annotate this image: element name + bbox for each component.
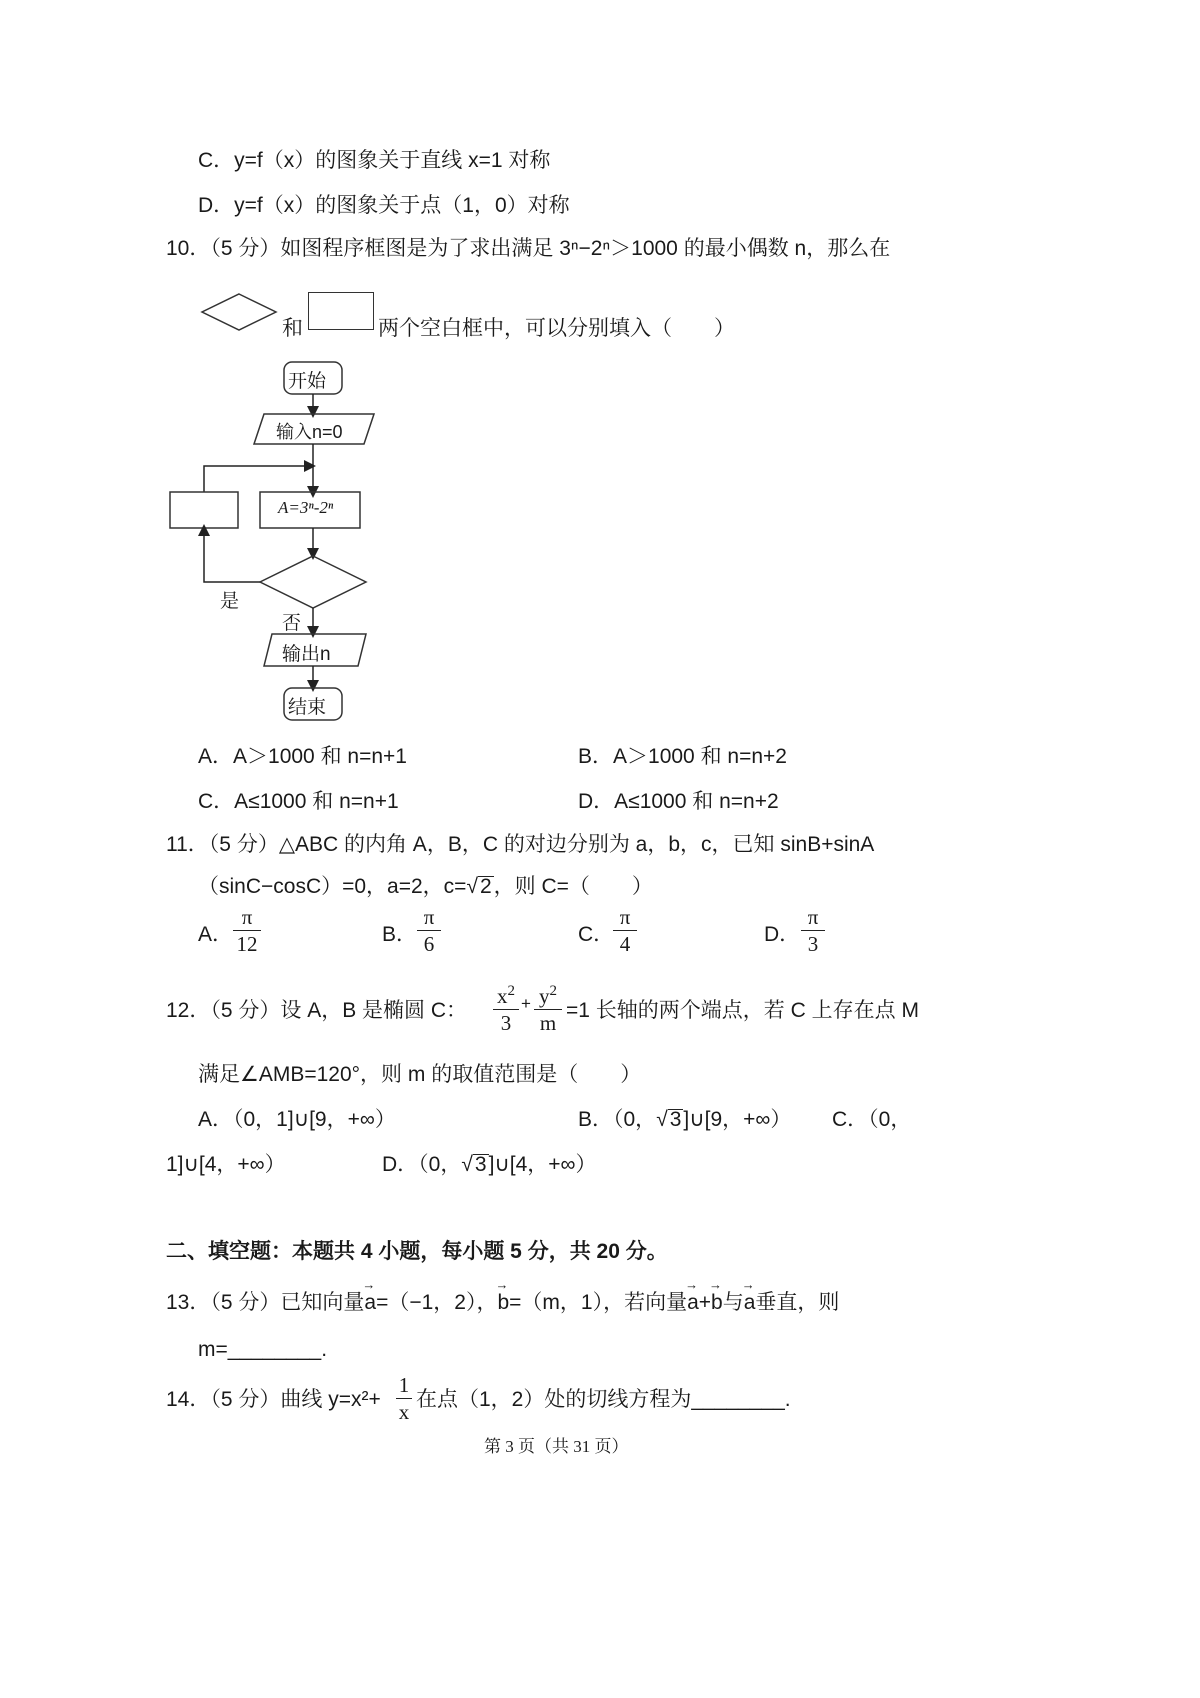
q11-option-d-label: D．	[764, 923, 801, 946]
q12-option-c-start: C．（0，	[832, 1108, 912, 1131]
flow-yes-label: 是	[220, 591, 240, 612]
q12-stem-line2: 满足∠AMB=120°，则 m 的取值范围是（ ）	[198, 1063, 642, 1086]
frac-den: 3	[500, 1011, 512, 1035]
q12-plus-sign: +	[521, 994, 531, 1013]
frac-den: 6	[423, 932, 435, 956]
q14-stem-post: 在点（1，2）处的切线方程为________.	[416, 1388, 791, 1411]
section-2-heading: 二、填空题：本题共 4 小题，每小题 5 分，共 20 分。	[166, 1240, 668, 1263]
frac-num: x	[497, 984, 508, 1008]
vector-a: → a	[687, 1291, 699, 1315]
q12-fraction-x2-over-3	[492, 978, 520, 1036]
q10-stem-line1: 10．（5 分）如图程序框图是为了求出满足 3ⁿ−2ⁿ＞1000 的最小偶数 n，那么在	[166, 237, 891, 260]
frac-num: π	[807, 905, 819, 929]
q13-text-1: 13．（5 分）已知向量	[166, 1291, 365, 1314]
sqrt-symbol-icon: √	[461, 1153, 473, 1176]
flow-input-label: 输入n=0	[276, 422, 343, 442]
frac-exp: 2	[549, 983, 557, 999]
flow-assign-label: A=3ⁿ-2ⁿ	[278, 498, 334, 517]
q13-text-3: =（m，1），若向量	[509, 1291, 688, 1314]
q14-stem-pre: 14．（5 分）曲线 y=x²+	[166, 1388, 381, 1411]
q12-option-d-radicand: 3	[474, 1153, 487, 1176]
q11-stem-line2	[198, 870, 653, 900]
q11-option-a-fraction	[232, 904, 262, 957]
q13-text-2: =（−1，2），	[376, 1291, 498, 1314]
frac-exp: 2	[507, 983, 515, 999]
frac-den: 4	[619, 932, 631, 956]
q11-sqrt-radicand: 2	[479, 875, 492, 898]
q13-stem-line2: m=________.	[198, 1338, 328, 1361]
q12-option-b-pre: B．（0，	[578, 1108, 657, 1131]
flow-no-label: 否	[282, 613, 302, 634]
flow-decision-diamond	[260, 556, 366, 608]
sqrt-symbol-icon: √	[466, 875, 478, 898]
vector-b: → b	[497, 1291, 509, 1315]
q10-option-a: A．A＞1000 和 n=n+1	[198, 745, 407, 768]
q12-option-c-cont: 1]∪[4，+∞）	[166, 1153, 286, 1176]
frac-den: m	[539, 1011, 557, 1035]
q12-option-b	[578, 1103, 791, 1133]
vector-a: → a	[744, 1291, 756, 1315]
q10-inline-diamond-icon	[200, 292, 278, 338]
q12-option-d-pre: D．（0，	[382, 1153, 462, 1176]
q12-option-b-radicand: 3	[669, 1108, 682, 1131]
q12-option-d-post: ]∪[4，+∞）	[488, 1153, 597, 1176]
vector-b: → b	[711, 1291, 723, 1315]
q12-stem-line1-post: =1 长轴的两个端点，若 C 上存在点 M	[566, 999, 919, 1022]
q10-option-d: D．A≤1000 和 n=n+2	[578, 790, 779, 813]
frac-den: 12	[236, 932, 258, 956]
q12-option-a: A．（0，1]∪[9，+∞）	[198, 1108, 396, 1131]
q11-option-c-fraction	[612, 904, 638, 957]
flow-end-label: 结束	[288, 697, 327, 718]
frac-num: 1	[398, 1373, 410, 1397]
q11-option-b-fraction	[416, 904, 442, 957]
frac-den: 3	[807, 932, 819, 956]
sqrt-symbol-icon: √	[656, 1108, 668, 1131]
frac-num: π	[423, 905, 435, 929]
q13-text-4: +	[698, 1291, 712, 1314]
q9-option-c: C．y=f（x）的图象关于直线 x=1 对称	[198, 149, 551, 172]
q12-stem-line1-pre: 12．（5 分）设 A，B 是椭圆 C：	[166, 999, 468, 1022]
q11-stem-line2-pre: （sinC−cosC）=0，a=2，c=	[198, 875, 467, 898]
q11-stem-line2-post: ，则 C=（ ）	[493, 875, 653, 898]
q11-option-c-label: C．	[578, 923, 615, 946]
frac-den: x	[398, 1400, 410, 1424]
q11-option-d-fraction	[800, 904, 826, 957]
frac-num: y	[539, 984, 550, 1008]
q13-text-6: 垂直，则	[755, 1291, 840, 1314]
q13-stem-line1	[166, 1286, 839, 1316]
vector-a: → a	[364, 1291, 376, 1315]
q10-option-b: B．A＞1000 和 n=n+2	[578, 745, 787, 768]
q12-option-b-post: ]∪[9，+∞）	[683, 1108, 792, 1131]
q13-text-5: 与	[722, 1291, 744, 1314]
q10-flowchart	[160, 350, 380, 730]
frac-num: π	[241, 905, 253, 929]
q10-option-c: C．A≤1000 和 n=n+1	[198, 790, 399, 813]
flow-output-label: 输出n	[282, 644, 331, 665]
flow-start-label: 开始	[288, 371, 327, 392]
q10-inline-rect-icon	[308, 292, 374, 330]
q12-fraction-y2-over-m	[533, 978, 563, 1036]
q10-and-word: 和	[282, 317, 303, 340]
q11-option-a-label: A．	[198, 923, 234, 946]
frac-num: π	[619, 905, 631, 929]
q11-option-b-label: B．	[382, 923, 418, 946]
flow-blank-process-box	[170, 492, 238, 528]
q14-fraction-1-over-x	[394, 1372, 414, 1425]
q12-option-d	[382, 1148, 597, 1178]
page-footer: 第 3 页（共 31 页）	[484, 1437, 629, 1456]
q9-option-d: D．y=f（x）的图象关于点（1，0）对称	[198, 194, 570, 217]
q11-stem-line1: 11．（5 分）△ABC 的内角 A，B，C 的对边分别为 a，b，c，已知 sinB+sinA	[166, 833, 875, 856]
q10-stem-line2: 两个空白框中，可以分别填入（ ）	[378, 317, 735, 340]
